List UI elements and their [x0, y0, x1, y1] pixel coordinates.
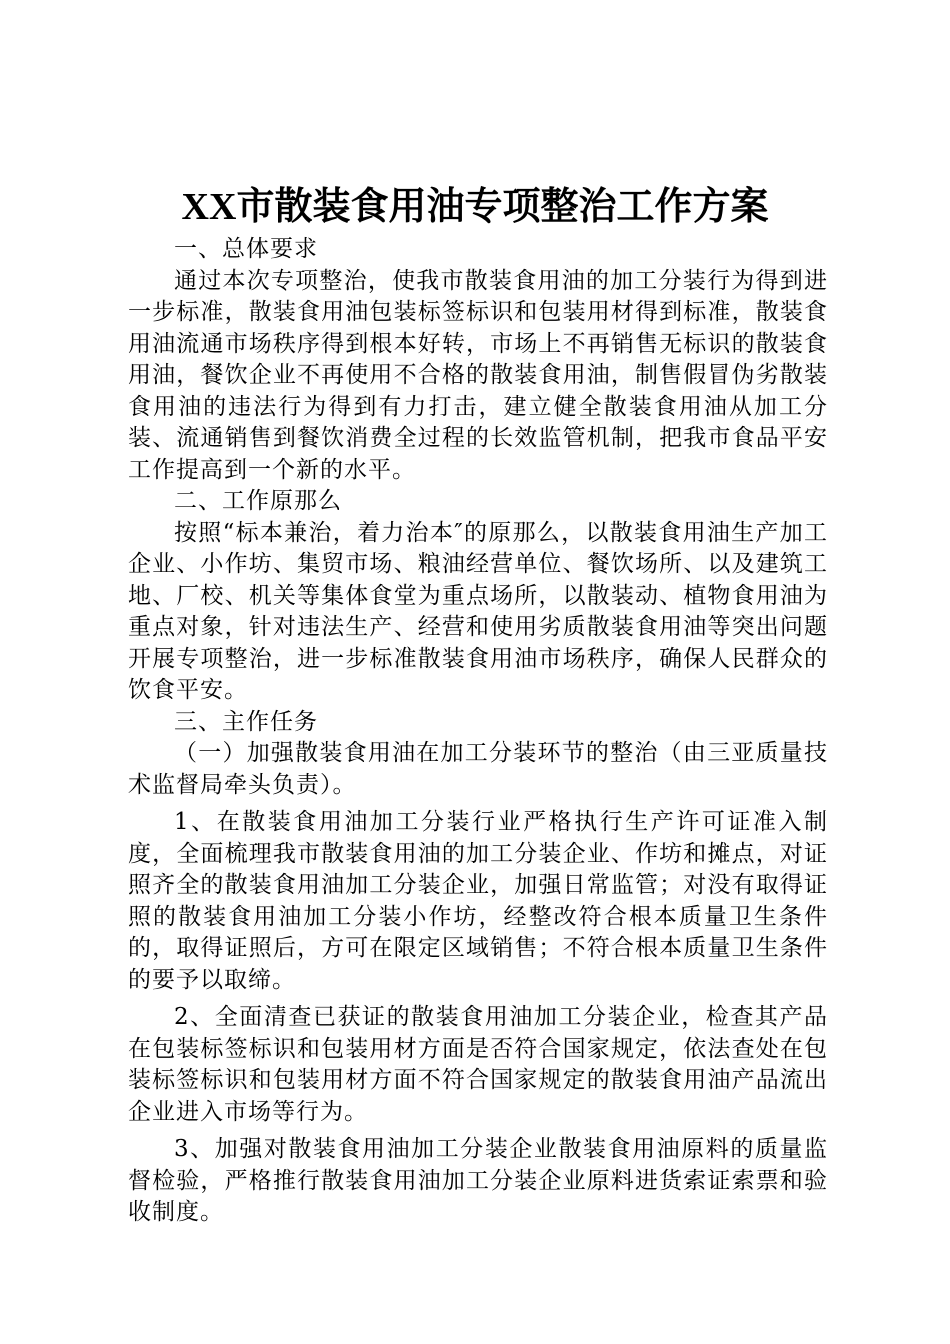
title-rest: 市散装食用油专项整治工作方案	[236, 183, 769, 228]
section-heading-tasks: 三、主作任务	[174, 708, 318, 735]
paragraph-task-3: 3、加强对散装食用油加工分装企业散装食用油原料的质量监督检验，严格推行散装食用油加工分装企业原料进货索证索票和验收制度。	[128, 1136, 828, 1225]
paragraph-task-1: 1、在散装食用油加工分装行业严格执行生产许可证准入制度，全面梳理我市散装食用油的加工分装企业、作坊和摊点，对证照齐全的散装食用油加工分装企业，加强日常监管；对没有取得证照的散装食用油加工分装小作坊，经整改符合根本质量卫生条件的，取得证照后，方可在限定区域销售；不符合根本质量卫生条件的要予以取缔。	[128, 809, 828, 993]
section-heading-general: 一、总体要求	[174, 236, 318, 262]
document-title	[0, 180, 950, 233]
paragraph-task-2: 2、全面清查已获证的散装食用油加工分装企业，检查其产品在包装标签标识和包装用材方面是否符合国家规定，依法查处在包装标签标识和包装用材方面不符合国家规定的散装食用油产品流出企业进入市场等行为。	[128, 1004, 828, 1125]
section-heading-principles: 二、工作原那么	[174, 488, 342, 514]
title-prefix: XX	[181, 186, 237, 228]
paragraph-principles: 按照“标本兼治，着力治本″的原那么，以散装食用油生产加工企业、小作坊、集贸市场、粮油经营单位、餐饮场所、以及建筑工地、厂校、机关等集体食堂为重点场所，以散装动、植物食用油为重点对象，针对违法生产、经营和使用劣质散装食用油等突出问题开展专项整治，进一步标准散装食用油市场秩序，确保人民群众的饮食平安。	[128, 519, 828, 703]
document-body	[128, 234, 828, 1229]
paragraph-task-subheading: （一）加强散装食用油在加工分装环节的整治（由三亚质量技术监督局牵头负责）。	[128, 740, 828, 798]
paragraph-general-requirements: 通过本次专项整治，使我市散装食用油的加工分装行为得到进一步标准，散装食用油包装标签标识和包装用材得到标准，散装食用油流通市场秩序得到根本好转，市场上不再销售无标识的散装食用油，餐饮企业不再使用不合格的散装食用油，制售假冒伪劣散装食用油的违法行为得到有力打击，建立健全散装食用油从加工分装、流通销售到餐饮消费全过程的长效监管机制，把我市食品平安工作提高到一个新的水平。	[128, 267, 828, 483]
